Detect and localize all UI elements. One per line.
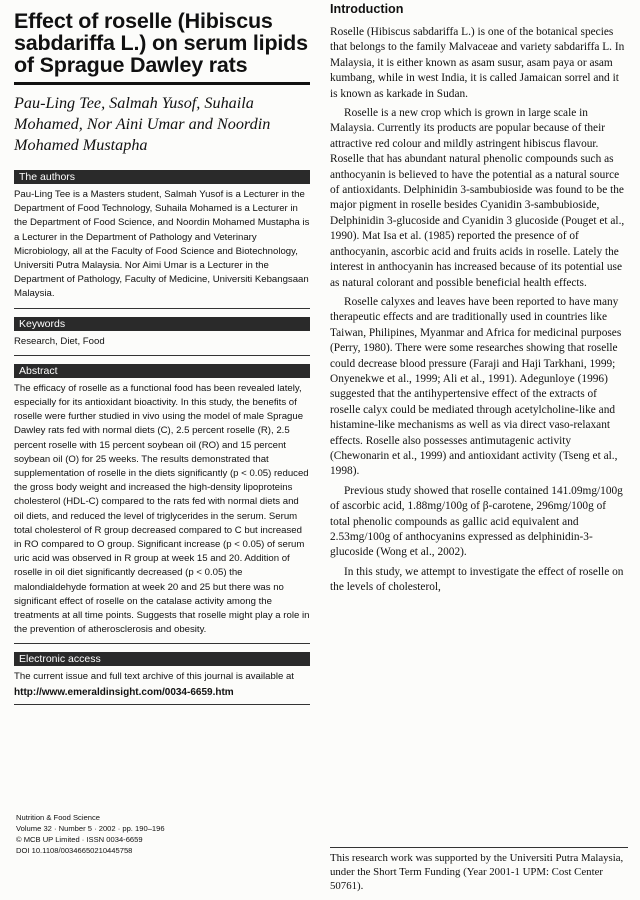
intro-paragraph: In this study, we attempt to investigate the effect of roselle on the levels of cholesterol, — [330, 565, 624, 594]
journal-volume: Volume 32 · Number 5 · 2002 · pp. 190–196 — [16, 824, 165, 833]
abstract-box — [14, 364, 310, 645]
journal-link[interactable]: http://www.emeraldinsight.com/0034-6659.htm — [14, 686, 234, 698]
abstract-heading: Abstract — [14, 364, 310, 378]
funding-footnote: This research work was supported by the Universiti Putra Malaysia, under the Short Term Funding (Year 2001-1 UPM: Cost Center 50761). — [330, 847, 628, 893]
keywords-heading: Keywords — [14, 317, 310, 331]
left-column — [14, 10, 310, 713]
journal-name: Nutrition & Food Science — [16, 813, 100, 822]
authors-bio: Pau-Ling Tee is a Masters student, Salmah Yusof is a Lecturer in the Department of Food Technology, Suhaila Mohamed is a Lecturer in the Department of Food Science, and Noordin Mohamed Mustapha is a Lecturer in the Department of Pathology and Veterinary Microbiology, all at the Faculty of Food Science and Biotechnology, Universiti Putra Malaysia. Nor Aimi Umar is a Lecturer in the Department of Pathology, Faculty of Medicine, Universiti Kebangsaan Malaysia. — [14, 189, 310, 300]
access-box — [14, 652, 310, 704]
introduction-heading: Introduction — [330, 2, 404, 16]
access-heading: Electronic access — [14, 652, 310, 666]
title-divider — [14, 82, 310, 85]
intro-paragraph: Roselle is a new crop which is grown in large scale in Malaysia. Currently its products are popular because of their attractive red colour and mildly astringent hibiscus flavour. Roselle that has abundant natural phenolic compounds such as anthocyanin is believed to have the potential as a natural source of antioxidants. Delphinidin 3-sambubioside was found to be the major pigment in roselle besides Cyanidin 3-sambubioside, Delphinidin 3-glucoside and Cyanidin 3 glucoside (Pouget et al., 1990). Mat Isa et al. (1985) reported the presence of of anthocyanin, ascorbic acid and fruits acids in roselle. Lately the interest in anthocyanin has increased because of its potential use as natural colorant and possible beneficial health effects. — [330, 107, 625, 289]
journal-doi: DOI 10.1108/00346650210445758 — [16, 846, 133, 855]
article-title: Effect of roselle (Hibiscus sabdariffa L.) on serum lipids of Sprague Dawley rats — [14, 9, 308, 77]
intro-paragraph: Previous study showed that roselle contained 141.09mg/100g of ascorbic acid, 1.88mg/100g of β-carotene, 296mg/100g of total phenolic compounds as gallic acid equivalent and 2.53mg/100g of anthocyanins expressed as delphinidin-3-glucoside (Wong et al., 2002). — [330, 484, 623, 559]
keywords-box — [14, 317, 310, 356]
access-text: The current issue and full text archive of this journal is available at — [14, 671, 294, 683]
authors-box — [14, 170, 310, 309]
journal-citation — [16, 812, 310, 856]
authors-heading: The authors — [14, 170, 310, 184]
intro-paragraph: Roselle (Hibiscus sabdariffa L.) is one of the botanical species that belongs to the family Malvaceae and variety sabdariffa L. In Malaysia, it is either known as asam susur, asam paya or asam kumbang, while in west India, it is called Jamaican sorrel and it is known as karkade in Sudan. — [330, 26, 625, 100]
right-column — [330, 2, 628, 600]
keywords-text: Research, Diet, Food — [14, 335, 105, 347]
author-list: Pau-Ling Tee, Salmah Yusof, Suhaila Mohamed, Nor Aini Umar and Noordin Mohamed Mustapha — [14, 94, 271, 154]
intro-paragraph: Roselle calyxes and leaves have been reported to have many therapeutic effects and are traditionally used in countries like Taiwan, Philipines, Myanmar and Africa for medicinal purposes (Perry, 1980). There were some researches showing that roselle could decrease blood pressure (Faraji and Haji Tarkhani, 1999; Onyenekwe et al., 1999; Ali et al., 1991). Adegunloye (1996) suggested that the antihypertensive effect of the extracts of roselle calyx could be mediated through acetylcholine-like and histamine-like mechanisms as well as via direct vaso-relaxant effects. Roselle also possesses antimutagenic activity (Chewonarin et al., 1999) and antioxidant activity (Tseng et al., 1998). — [330, 295, 622, 478]
abstract-text: The efficacy of roselle as a functional food has been revealed lately, especially for its antioxidant bioactivity. In this study, the benefits of roselle were further studied in vivo using the model of male Sprague Dawley rats fed with normal diets (C), 2.5 percent roselle (R), 2.5 percent roselle with 15 percent soybean oil (RO) and 15 percent soybean oil (O) for 25 weeks. The results demonstrated that supplementation of roselle in the diets significantly (p < 0.05) reduced the gross body weight and increased the high-density lipoproteins cholesterol (HDL-C) compared to the rats fed with normal diets and oil diets, and reduced the level of triglycerides in the serum. Serum total cholesterol of R group decreased compared to C but increased in RO compared to O group. Significant increase (p < 0.05) of serum uric acid was observed in R group at week 15 and 20. Addition of roselle in oil diet significantly decreased (p < 0.05) the malondialdehyde formation at week 20 and 25 but there was no significant effect of roselle on the catalase activity among the treatments at all time points. Suggests that roselle might play a role in the prevention of atherosclerosis and obesity. — [14, 382, 310, 636]
journal-copyright: © MCB UP Limited · ISSN 0034-6659 — [16, 835, 143, 844]
